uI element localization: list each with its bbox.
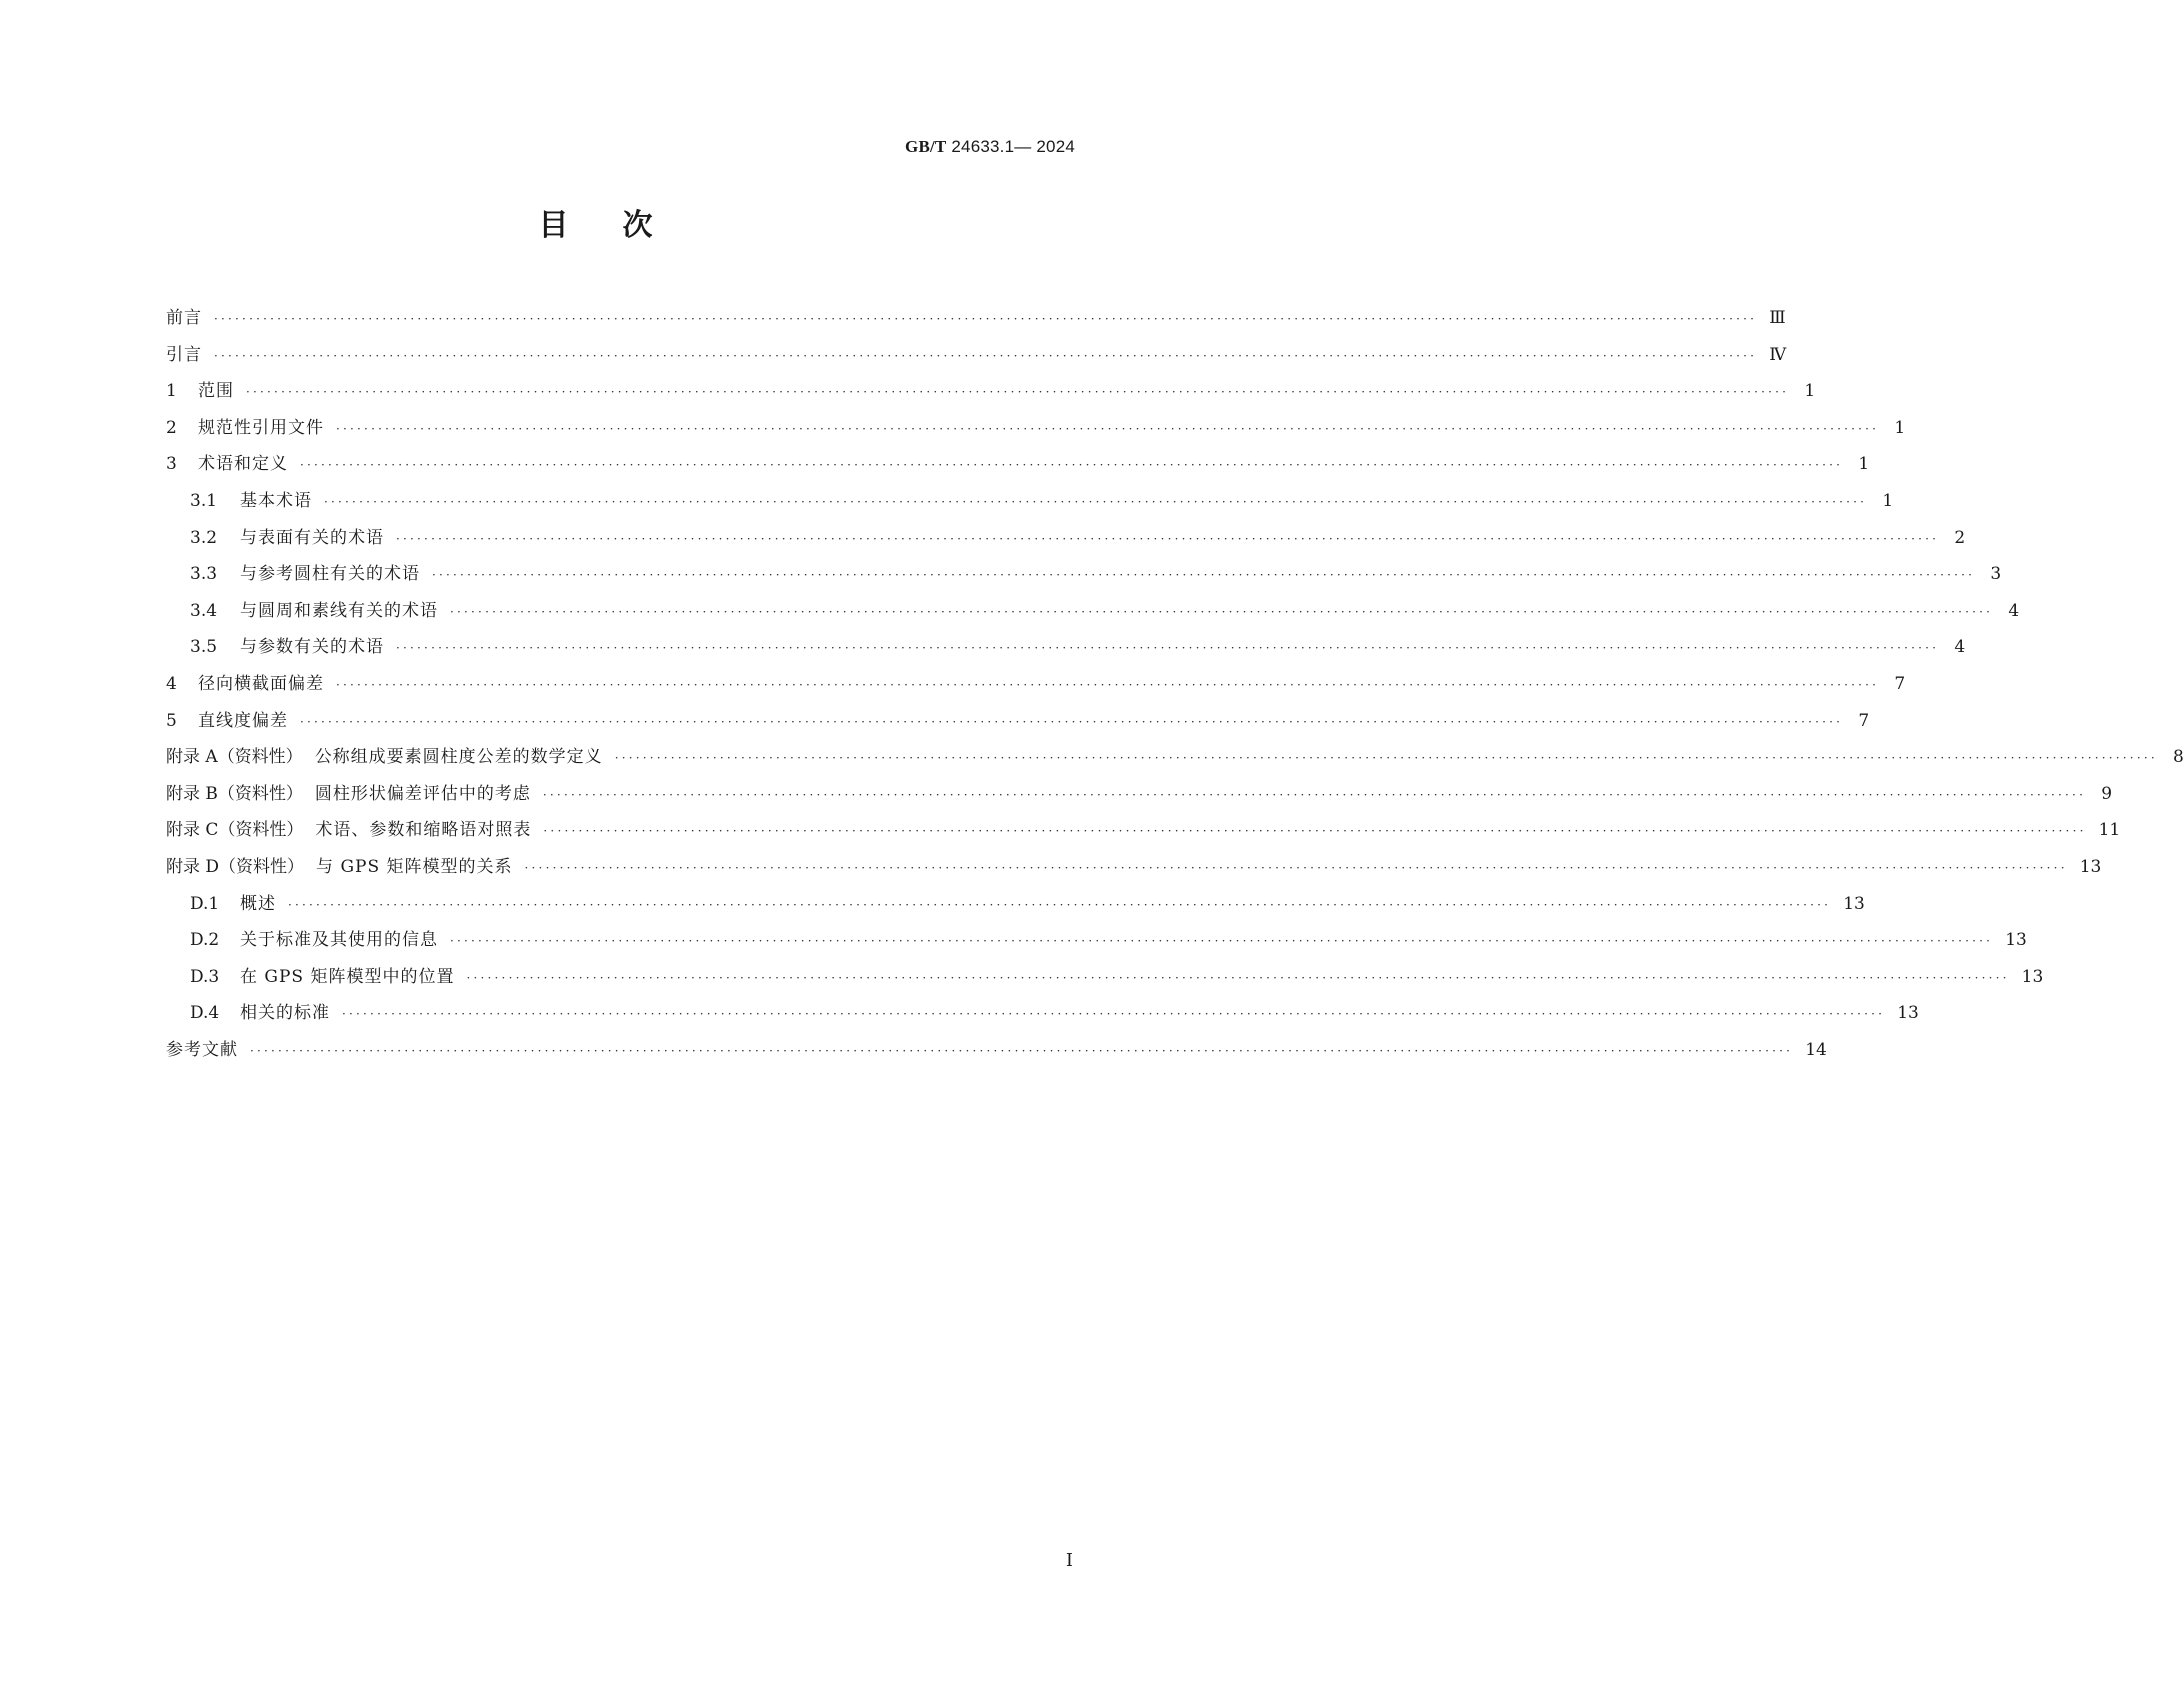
toc-entry-label: 圆柱形状偏差评估中的考虑 bbox=[314, 783, 531, 804]
toc-entry-page: 3 bbox=[1990, 564, 2002, 585]
toc-entry-number: 3.4 bbox=[190, 600, 218, 621]
toc-leader-dots: ···························································································································································································································· bbox=[246, 385, 1790, 400]
toc-entry-page: 4 bbox=[2008, 600, 2020, 621]
toc-entry-number: D.1 bbox=[190, 893, 220, 914]
toc-entry-label: 参考文献 bbox=[166, 1039, 238, 1060]
toc-entry-label: 范围 bbox=[198, 381, 234, 402]
toc-entry-label: 在 GPS 矩阵模型中的位置 bbox=[240, 966, 455, 987]
toc-entry-kind: （资料性） bbox=[217, 783, 303, 804]
toc-entry-label: 与 GPS 矩阵模型的关系 bbox=[316, 856, 513, 877]
toc-entry-number: 3.2 bbox=[190, 527, 218, 548]
toc-entry[interactable] bbox=[166, 995, 1919, 1032]
toc-entry-page: 2 bbox=[1954, 527, 1966, 548]
toc-entry-page: 1 bbox=[1858, 454, 1870, 475]
toc-leader-dots: ···························································································································································································································· bbox=[336, 421, 1880, 436]
toc-entry[interactable] bbox=[166, 520, 1966, 557]
toc-leader-dots: ···························································································································································································································· bbox=[542, 787, 2087, 802]
toc-leader-dots: ···························································································································································································································· bbox=[524, 860, 2068, 875]
toc-entry[interactable] bbox=[166, 373, 1816, 410]
toc-entry-page: 13 bbox=[2021, 966, 2044, 987]
standard-code: 24633.1— 2024 bbox=[951, 137, 1075, 156]
toc-entry-page: 4 bbox=[1954, 637, 1966, 658]
toc-leader-dots: ···························································································································································································································· bbox=[466, 970, 2010, 985]
page-number: I bbox=[1065, 1550, 1073, 1571]
toc-leader-dots: ···························································································································································································································· bbox=[324, 494, 1868, 509]
toc-entry-label: 术语和定义 bbox=[198, 454, 288, 475]
toc-entry-page: 13 bbox=[1843, 893, 1865, 914]
toc-entry[interactable] bbox=[166, 593, 2020, 630]
toc-entry-number: 1 bbox=[166, 381, 177, 402]
toc-entry[interactable] bbox=[166, 446, 1870, 483]
toc-leader-dots: ···························································································································································································································· bbox=[342, 1007, 1886, 1022]
toc-entry-label: 公称组成要素圆柱度公差的数学定义 bbox=[314, 747, 603, 768]
toc-entry[interactable] bbox=[166, 703, 1870, 740]
toc-entry-page: Ⅳ bbox=[1769, 344, 1787, 365]
toc-entry[interactable] bbox=[166, 922, 2027, 959]
title-part-2: 次 bbox=[622, 208, 653, 243]
toc-entry-number: 3.3 bbox=[190, 564, 218, 585]
toc-entry[interactable] bbox=[166, 1032, 1827, 1069]
toc-entry[interactable] bbox=[166, 300, 1786, 337]
toc-entry-label: 与圆周和素线有关的术语 bbox=[240, 600, 438, 621]
toc-entry-number: D.3 bbox=[190, 966, 220, 987]
toc-entry-label: 与表面有关的术语 bbox=[240, 527, 384, 548]
toc-entry[interactable] bbox=[166, 556, 2002, 593]
toc-entry-page: 1 bbox=[1894, 417, 1906, 438]
toc-entry-label: 前言 bbox=[166, 308, 202, 328]
toc-leader-dots: ···························································································································································································································· bbox=[336, 677, 1880, 692]
toc-entry[interactable] bbox=[166, 849, 2102, 886]
toc-leader-dots: ···························································································································································································································· bbox=[614, 751, 2158, 766]
toc-entry[interactable] bbox=[166, 776, 2113, 813]
toc-entry-label: 与参考圆柱有关的术语 bbox=[240, 564, 420, 585]
toc-entry-number: 2 bbox=[166, 417, 177, 438]
toc-entry-label: 关于标准及其使用的信息 bbox=[240, 930, 438, 951]
toc-entry-label: 与参数有关的术语 bbox=[240, 637, 384, 658]
toc-entry-number: 3 bbox=[166, 454, 177, 475]
toc-entry-label: 概述 bbox=[240, 893, 276, 914]
toc-entry[interactable] bbox=[166, 959, 2044, 996]
toc-entry[interactable] bbox=[166, 410, 1906, 447]
toc-leader-dots: ···························································································································································································································· bbox=[543, 824, 2087, 839]
toc-entry-page: Ⅲ bbox=[1769, 308, 1786, 328]
toc-entry-page: 13 bbox=[2079, 856, 2102, 877]
toc-leader-dots: ···························································································································································································································· bbox=[450, 934, 1994, 949]
toc-entry[interactable] bbox=[166, 812, 2121, 849]
toc-entry-number: 附录 A bbox=[166, 747, 218, 768]
toc-entry-label: 规范性引用文件 bbox=[198, 417, 324, 438]
toc-entry-label: 直线度偏差 bbox=[198, 710, 288, 731]
toc-entry[interactable] bbox=[166, 886, 1865, 923]
toc-entry-kind: （资料性） bbox=[217, 747, 303, 768]
standard-number bbox=[905, 137, 1075, 157]
toc-entry-label: 术语、参数和缩略语对照表 bbox=[315, 820, 532, 841]
toc-entry-page: 1 bbox=[1882, 490, 1894, 511]
toc-entry-number: 4 bbox=[166, 673, 177, 694]
toc-entry-label: 径向横截面偏差 bbox=[198, 673, 324, 694]
title-part-1: 目 bbox=[538, 208, 569, 243]
standard-prefix: GB/T bbox=[905, 137, 947, 156]
toc-entry-number: 3.1 bbox=[190, 490, 218, 511]
toc-leader-dots: ···························································································································································································································· bbox=[300, 714, 1844, 729]
toc-entry-kind: （资料性） bbox=[218, 820, 304, 841]
toc-entry-number: 附录 D bbox=[166, 856, 220, 877]
toc-entry-page: 8 bbox=[2173, 747, 2184, 768]
toc-entry-number: 附录 B bbox=[166, 783, 218, 804]
toc-entry-page: 1 bbox=[1804, 381, 1816, 402]
toc-entry-label: 引言 bbox=[166, 344, 202, 365]
toc-leader-dots: ···························································································································································································································· bbox=[214, 312, 1758, 326]
toc-leader-dots: ···························································································································································································································· bbox=[450, 604, 1994, 619]
toc-leader-dots: ···························································································································································································································· bbox=[432, 568, 1976, 583]
toc-leader-dots: ···························································································································································································································· bbox=[288, 897, 1832, 912]
toc-leader-dots: ···························································································································································································································· bbox=[300, 458, 1844, 473]
toc-entry-page: 13 bbox=[2005, 930, 2027, 951]
toc-entry-page: 13 bbox=[1897, 1003, 1919, 1024]
table-of-contents bbox=[166, 300, 2184, 1068]
toc-entry-number: 5 bbox=[166, 710, 177, 731]
toc-leader-dots: ···························································································································································································································· bbox=[214, 348, 1758, 363]
toc-leader-dots: ···························································································································································································································· bbox=[250, 1043, 1794, 1058]
toc-entry-label: 基本术语 bbox=[240, 490, 312, 511]
toc-entry-number: D.4 bbox=[190, 1003, 220, 1024]
page-title bbox=[0, 200, 1191, 244]
toc-entry[interactable] bbox=[166, 629, 1966, 666]
toc-entry[interactable] bbox=[166, 666, 1906, 703]
toc-entry[interactable] bbox=[166, 337, 1787, 374]
toc-entry-page: 9 bbox=[2101, 783, 2113, 804]
toc-entry-label: 相关的标准 bbox=[240, 1003, 330, 1024]
toc-entry-number: D.2 bbox=[190, 930, 220, 951]
toc-entry-page: 7 bbox=[1858, 710, 1870, 731]
toc-entry[interactable] bbox=[166, 483, 1894, 520]
toc-entry-page: 11 bbox=[2098, 820, 2121, 841]
toc-entry-number: 3.5 bbox=[190, 637, 218, 658]
toc-entry-page: 14 bbox=[1805, 1039, 1827, 1060]
toc-entry-number: 附录 C bbox=[166, 820, 219, 841]
toc-leader-dots: ···························································································································································································································· bbox=[396, 641, 1940, 656]
toc-entry-kind: （资料性） bbox=[219, 856, 305, 877]
toc-entry[interactable] bbox=[166, 739, 2184, 776]
toc-leader-dots: ···························································································································································································································· bbox=[396, 531, 1940, 546]
toc-entry-page: 7 bbox=[1894, 673, 1906, 694]
